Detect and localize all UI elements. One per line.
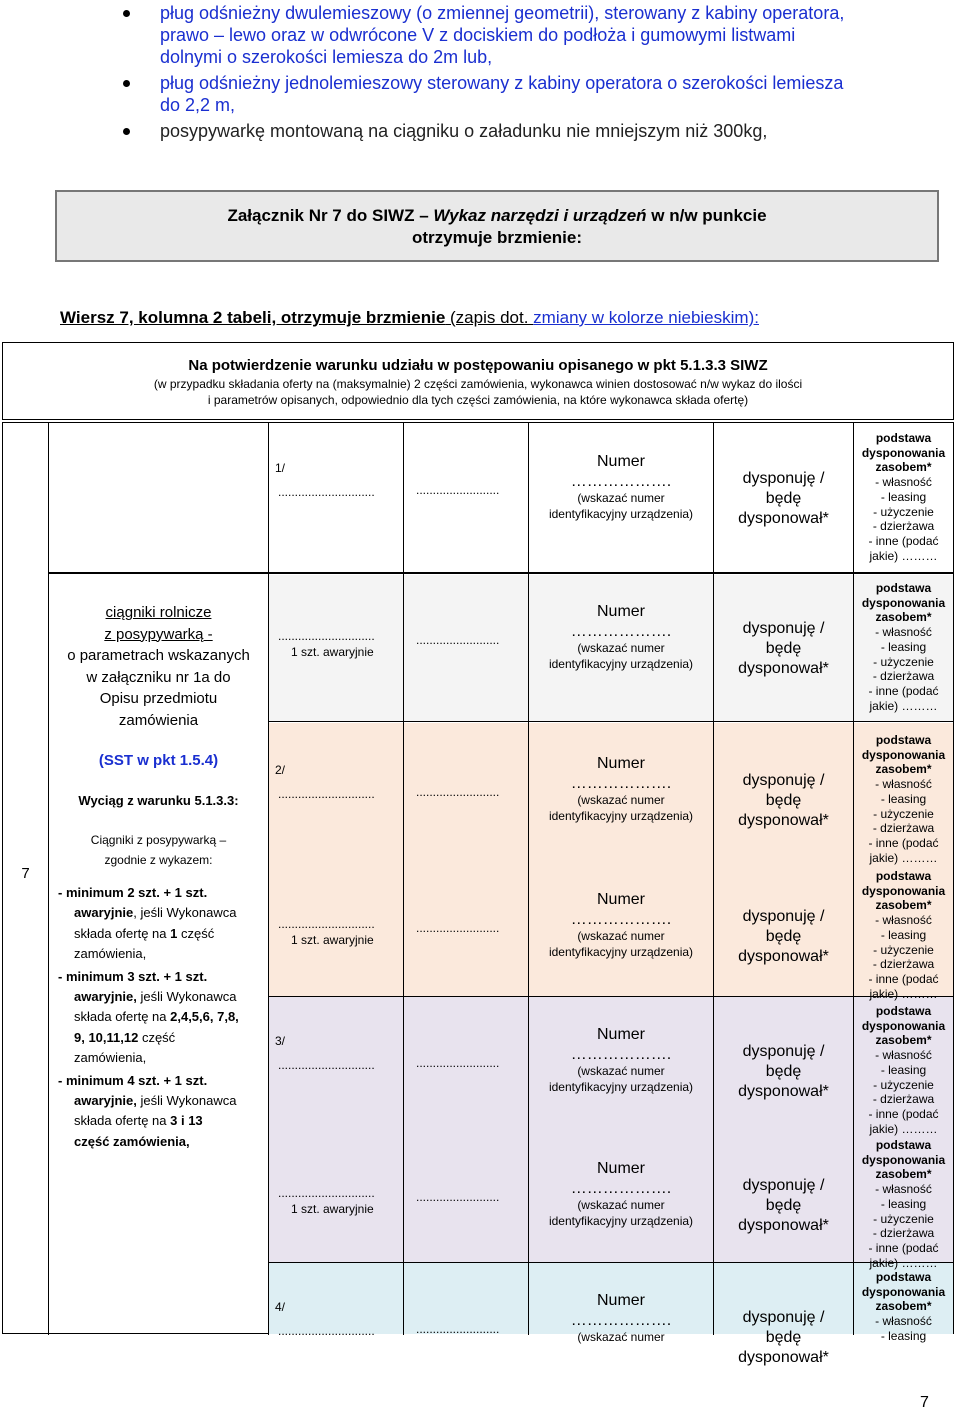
group-label: 3/ <box>275 1034 286 1048</box>
sst-reference: (SST w pkt 1.5.4) <box>98 752 219 769</box>
table-divider <box>403 423 404 1335</box>
bullet-line: pług odśnieżny jednolemieszowy sterowany z kabiny operatora o szerokości lemiesza <box>160 73 844 93</box>
serial-placeholder: ............................. <box>278 1058 375 1072</box>
model-placeholder: ......................... <box>416 483 500 497</box>
disposal-basis-cell: podstawa dysponowania zasobem* - własność - leasing - użyczenie - dzierżawa - inne (podać jakie) ……… <box>861 431 946 563</box>
equipment-table <box>2 422 954 1366</box>
model-placeholder: ......................... <box>416 1322 500 1336</box>
requirement-note-line: (w przypadku składania oferty na (maksymalnie) 2 części zamówienia, wykonawca winien dostosować n/w wykaz do ilości <box>153 377 803 391</box>
disposal-status-cell: dysponuję / będę dysponował* <box>738 620 829 677</box>
disposal-status-cell: dysponuję / będę dysponował* <box>738 1043 829 1100</box>
group-label: 1/ <box>275 461 286 475</box>
requirement-header <box>2 342 954 420</box>
table-divider <box>48 423 49 1335</box>
disposal-status-cell: dysponuję / będę dysponował* <box>738 772 829 829</box>
spare-unit-label: 1 szt. awaryjnie <box>291 645 374 659</box>
model-placeholder: ......................... <box>416 633 500 647</box>
disposal-status-cell: dysponuję / będę dysponował* <box>738 470 829 527</box>
bullet-line: pług odśnieżny dwulemieszowy (o zmiennej geometrii), sterowany z kabiny operatora, <box>160 3 845 23</box>
annex-title-box <box>55 190 939 262</box>
requirement-note-line: i parametrów opisanych, odpowiednio dla tych części zamówienia, na które wykonawca składa ofertę) <box>207 393 749 407</box>
disposal-basis-cell: podstawa dysponowania zasobem* - własność - leasing - użyczenie - dzierżawa - inne (podać jakie) ……… <box>861 733 946 865</box>
table-divider <box>268 1262 954 1263</box>
serial-placeholder: ............................. <box>278 1324 375 1338</box>
disposal-status-cell: dysponuję / będę dysponował* <box>738 1309 829 1366</box>
identification-number-cell: Numer ………………. (wskazać numer identyfikacyjny urządzenia) <box>548 1160 694 1228</box>
group-label: 2/ <box>275 763 286 777</box>
condition-heading: Ciągniki z posypywarką – zgodnie z wykazem: <box>90 833 227 867</box>
identification-number-cell: Numer ………………. (wskazać numer <box>570 1292 672 1344</box>
serial-placeholder: ............................. <box>278 629 375 643</box>
disposal-status-cell: dysponuję / będę dysponował* <box>738 908 829 965</box>
serial-placeholder: ............................. <box>278 787 375 801</box>
disposal-basis-cell: podstawa dysponowania zasobem* - własność - leasing - użyczenie - dzierżawa - inne (podać jakie) ……… <box>861 869 946 1001</box>
model-placeholder: ......................... <box>416 1056 500 1070</box>
bullet-line: do 2,2 m, <box>160 95 236 115</box>
identification-number-cell: Numer ………………. (wskazać numer identyfikacyjny urządzenia) <box>548 891 694 959</box>
model-placeholder: ......................... <box>416 921 500 935</box>
identification-number-cell: Numer ………………. (wskazać numer identyfikacyjny urządzenia) <box>548 453 694 521</box>
requirement-title: Na potwierdzenie warunku udziału w postępowaniu opisanego w pkt 5.1.3.3 SIWZ <box>188 357 768 374</box>
minimum-conditions: - minimum 2 szt. + 1 szt. awaryjnie, jeśli Wykonawca składa ofertę na 1 część zamówienia, - minimum 3 szt. + 1 szt. awaryjnie, jeśli Wykonawca składa ofertę na 2,4,5,6, 7,8, 9, 10,11,12 część zamówienia, - minimum 4 szt. + 1 szt. awaryjnie, jeśli Wykonawca składa ofertę na 3 i 13 część zamówienia, <box>58 885 239 1149</box>
disposal-basis-cell: podstawa dysponowania zasobem* - własność - leasing <box>861 1270 946 1343</box>
model-placeholder: ......................... <box>416 785 500 799</box>
disposal-basis-cell: podstawa dysponowania zasobem* - własność - leasing - użyczenie - dzierżawa - inne (podać jakie) ……… <box>861 1138 946 1270</box>
identification-number-cell: Numer ………………. (wskazać numer identyfikacyjny urządzenia) <box>548 1026 694 1094</box>
page-number: 7 <box>920 1394 929 1411</box>
serial-placeholder: ............................. <box>278 1186 375 1200</box>
serial-placeholder: ............................. <box>278 917 375 931</box>
identification-number-cell: Numer ………………. (wskazać numer identyfikacyjny urządzenia) <box>548 603 694 671</box>
annex-subtitle: otrzymuje brzmienie: <box>411 228 583 247</box>
bullet-icon <box>123 128 130 135</box>
bullet-line: posypywarkę montowaną na ciągniku o załadunku nie mniejszym niż 300kg, <box>160 121 768 141</box>
spare-unit-label: 1 szt. awaryjnie <box>291 933 374 947</box>
table-divider <box>268 996 954 997</box>
disposal-basis-cell: podstawa dysponowania zasobem* - własność - leasing - użyczenie - dzierżawa - inne (podać jakie) ……… <box>861 581 946 713</box>
serial-placeholder: ............................. <box>278 485 375 499</box>
condition-extract: Wyciąg z warunku 5.1.3.3: <box>78 793 239 808</box>
table-divider <box>48 572 954 574</box>
bullet-icon <box>123 10 130 17</box>
bullet-line: dolnymi o szerokości lemiesza do 2m lub, <box>160 47 493 67</box>
equipment-description: ciągniki rolnicze z posypywarką - o parametrach wskazanych w załączniku nr 1a do Opisu przedmiotu zamówienia <box>67 604 250 729</box>
disposal-status-cell: dysponuję / będę dysponował* <box>738 1177 829 1234</box>
bullet-icon <box>123 80 130 87</box>
annex-title: Załącznik Nr 7 do SIWZ – <box>227 206 434 225</box>
table-divider <box>268 721 954 722</box>
group-label: 4/ <box>275 1300 286 1314</box>
disposal-basis-cell: podstawa dysponowania zasobem* - własność - leasing - użyczenie - dzierżawa - inne (podać jakie) ……… <box>861 1004 946 1136</box>
row-number: 7 <box>21 865 30 882</box>
bullet-line: prawo – lewo oraz w odwrócone V z dociskiem do podłoża i gumowymi listwami <box>160 25 796 45</box>
annex-title-tail: w n/w punkcie <box>646 206 767 225</box>
table-divider <box>268 423 269 1335</box>
row-note: Wiersz 7, kolumna 2 tabeli, otrzymuje brzmienie (zapis dot. zmiany w kolorze niebieskim): <box>60 308 759 327</box>
identification-number-cell: Numer ………………. (wskazać numer identyfikacyjny urządzenia) <box>548 755 694 823</box>
annex-title-italic: Wykaz narzędzi i urządzeń <box>433 206 647 225</box>
model-placeholder: ......................... <box>416 1190 500 1204</box>
spare-unit-label: 1 szt. awaryjnie <box>291 1202 374 1216</box>
